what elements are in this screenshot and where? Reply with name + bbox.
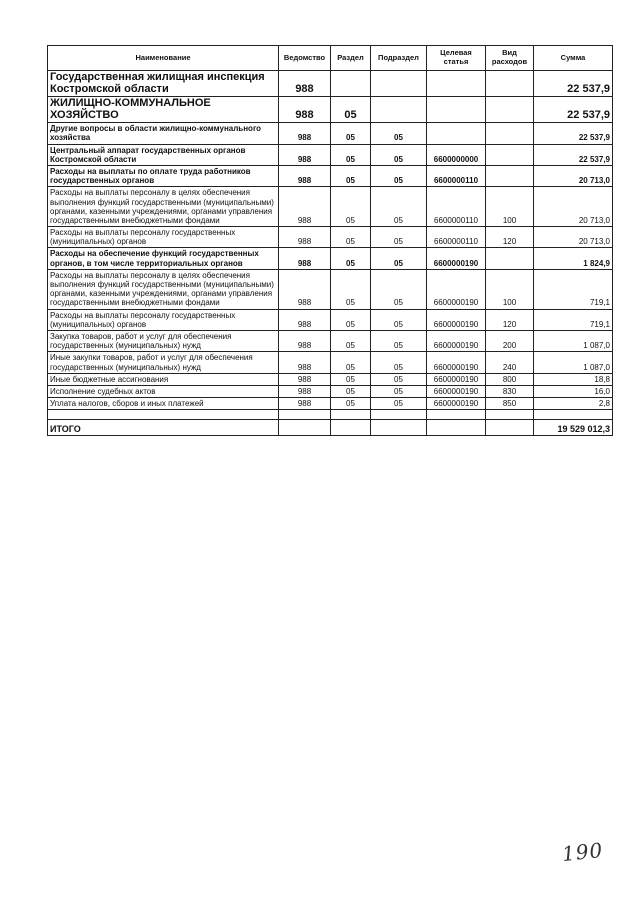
cell-dept: 988	[279, 352, 331, 373]
cell-exp-type	[486, 71, 534, 97]
table-row	[48, 373, 613, 385]
cell-section: 05	[331, 309, 371, 330]
cell-section	[331, 71, 371, 97]
cell-amount: 22 537,9	[534, 97, 613, 123]
cell-target: 6600000190	[427, 398, 486, 410]
total-row	[48, 420, 613, 436]
table-row	[48, 248, 613, 269]
cell-subsection: 05	[371, 123, 427, 144]
total-amount: 19 529 012,3	[534, 420, 613, 436]
table-row	[48, 330, 613, 351]
cell-target: 6600000190	[427, 330, 486, 351]
cell-amount: 20 713,0	[534, 187, 613, 227]
cell-amount: 2,8	[534, 398, 613, 410]
cell-name: Расходы на выплаты персоналу государственных (муниципальных) органов	[48, 227, 279, 248]
cell-dept: 988	[279, 97, 331, 123]
cell-amount: 719,1	[534, 309, 613, 330]
table-row	[48, 187, 613, 227]
cell-section: 05	[331, 123, 371, 144]
cell-exp-type: 850	[486, 398, 534, 410]
cell-section: 05	[331, 373, 371, 385]
cell-target: 6600000110	[427, 227, 486, 248]
table-row	[48, 97, 613, 123]
cell-subsection	[371, 97, 427, 123]
cell-target: 6600000000	[427, 144, 486, 165]
cell-subsection: 05	[371, 227, 427, 248]
cell-amount: 18,8	[534, 373, 613, 385]
header-row	[48, 46, 613, 71]
cell-exp-type	[486, 97, 534, 123]
cell-subsection: 05	[371, 144, 427, 165]
cell-name: Государственная жилищная инспекция Костромской области	[48, 71, 279, 97]
cell-amount: 22 537,9	[534, 71, 613, 97]
cell-amount: 20 713,0	[534, 227, 613, 248]
cell-amount: 22 537,9	[534, 123, 613, 144]
cell-target	[427, 97, 486, 123]
header-dept: Ведомство	[279, 46, 331, 71]
cell-dept: 988	[279, 330, 331, 351]
cell-section: 05	[331, 144, 371, 165]
cell-section: 05	[331, 248, 371, 269]
cell-section: 05	[331, 227, 371, 248]
cell-section: 05	[331, 97, 371, 123]
cell-target: 6600000110	[427, 165, 486, 186]
cell-dept: 988	[279, 71, 331, 97]
cell-amount: 22 537,9	[534, 144, 613, 165]
cell-name: Расходы на выплаты персоналу государственных (муниципальных) органов	[48, 309, 279, 330]
cell-exp-type	[486, 248, 534, 269]
header-subsection: Подраздел	[371, 46, 427, 71]
cell-amount: 719,1	[534, 269, 613, 309]
cell-name: Исполнение судебных актов	[48, 385, 279, 397]
cell-name: Иные закупки товаров, работ и услуг для обеспечения государственных (муниципальных) нужд	[48, 352, 279, 373]
table-row	[48, 227, 613, 248]
cell-exp-type	[486, 123, 534, 144]
cell-section: 05	[331, 330, 371, 351]
cell-target: 6600000190	[427, 309, 486, 330]
cell-target: 6600000190	[427, 385, 486, 397]
handwritten-page-number: 190	[560, 837, 605, 867]
cell-dept: 988	[279, 398, 331, 410]
cell-exp-type: 200	[486, 330, 534, 351]
cell-section: 05	[331, 385, 371, 397]
cell-section: 05	[331, 352, 371, 373]
cell-target: 6600000110	[427, 187, 486, 227]
cell-subsection: 05	[371, 269, 427, 309]
table-row	[48, 352, 613, 373]
blank-row	[48, 410, 613, 420]
cell-dept: 988	[279, 165, 331, 186]
cell-exp-type: 240	[486, 352, 534, 373]
cell-subsection	[371, 71, 427, 97]
cell-subsection: 05	[371, 187, 427, 227]
cell-exp-type	[486, 165, 534, 186]
header-name: Наименование	[48, 46, 279, 71]
cell-dept: 988	[279, 187, 331, 227]
table-row	[48, 309, 613, 330]
table-row	[48, 398, 613, 410]
cell-name: Другие вопросы в области жилищно-коммунального хозяйства	[48, 123, 279, 144]
cell-name: Расходы на выплаты персоналу в целях обеспечения выполнения функций государственными (муниципальными) органами, казенными учреждениями, органами управления государственными внебюджетными фондами	[48, 269, 279, 309]
cell-subsection: 05	[371, 352, 427, 373]
table-row	[48, 165, 613, 186]
table-row	[48, 269, 613, 309]
table-body	[48, 71, 613, 410]
cell-name: Расходы на обеспечение функций государственных органов, в том числе территориальных органов	[48, 248, 279, 269]
cell-dept: 988	[279, 248, 331, 269]
cell-amount: 16,0	[534, 385, 613, 397]
header-target: Целевая статья	[427, 46, 486, 71]
total-label: ИТОГО	[48, 420, 279, 436]
cell-name: Иные бюджетные ассигнования	[48, 373, 279, 385]
cell-exp-type	[486, 144, 534, 165]
table-row	[48, 385, 613, 397]
cell-subsection: 05	[371, 398, 427, 410]
table-row	[48, 71, 613, 97]
cell-dept: 988	[279, 227, 331, 248]
cell-section: 05	[331, 398, 371, 410]
cell-amount: 1 087,0	[534, 330, 613, 351]
cell-subsection: 05	[371, 165, 427, 186]
cell-section: 05	[331, 269, 371, 309]
cell-amount: 1 824,9	[534, 248, 613, 269]
cell-subsection: 05	[371, 309, 427, 330]
cell-subsection: 05	[371, 330, 427, 351]
cell-section: 05	[331, 187, 371, 227]
cell-amount: 20 713,0	[534, 165, 613, 186]
cell-name: Расходы на выплаты по оплате труда работников государственных органов	[48, 165, 279, 186]
cell-name: Расходы на выплаты персоналу в целях обеспечения выполнения функций государственными (муниципальными) органами, казенными учреждениями, органами управления государственными внебюджетными фондами	[48, 187, 279, 227]
table-row	[48, 123, 613, 144]
cell-target: 6600000190	[427, 248, 486, 269]
header-exp-type: Вид расходов	[486, 46, 534, 71]
cell-target: 6600000190	[427, 373, 486, 385]
header-amount: Сумма	[534, 46, 613, 71]
cell-subsection: 05	[371, 248, 427, 269]
cell-exp-type: 120	[486, 309, 534, 330]
cell-dept: 988	[279, 385, 331, 397]
cell-dept: 988	[279, 144, 331, 165]
cell-exp-type: 800	[486, 373, 534, 385]
table-row	[48, 144, 613, 165]
cell-exp-type: 100	[486, 269, 534, 309]
cell-subsection: 05	[371, 373, 427, 385]
cell-dept: 988	[279, 373, 331, 385]
cell-name: Уплата налогов, сборов и иных платежей	[48, 398, 279, 410]
cell-target: 6600000190	[427, 269, 486, 309]
cell-target	[427, 71, 486, 97]
cell-subsection: 05	[371, 385, 427, 397]
cell-dept: 988	[279, 269, 331, 309]
cell-name: Центральный аппарат государственных органов Костромской области	[48, 144, 279, 165]
cell-dept: 988	[279, 309, 331, 330]
cell-name: ЖИЛИЩНО-КОММУНАЛЬНОЕ ХОЗЯЙСТВО	[48, 97, 279, 123]
cell-target: 6600000190	[427, 352, 486, 373]
cell-exp-type: 120	[486, 227, 534, 248]
cell-amount: 1 087,0	[534, 352, 613, 373]
budget-table	[47, 45, 613, 436]
cell-dept: 988	[279, 123, 331, 144]
cell-exp-type: 100	[486, 187, 534, 227]
cell-section: 05	[331, 165, 371, 186]
cell-name: Закупка товаров, работ и услуг для обеспечения государственных (муниципальных) нужд	[48, 330, 279, 351]
cell-exp-type: 830	[486, 385, 534, 397]
header-section: Раздел	[331, 46, 371, 71]
cell-target	[427, 123, 486, 144]
